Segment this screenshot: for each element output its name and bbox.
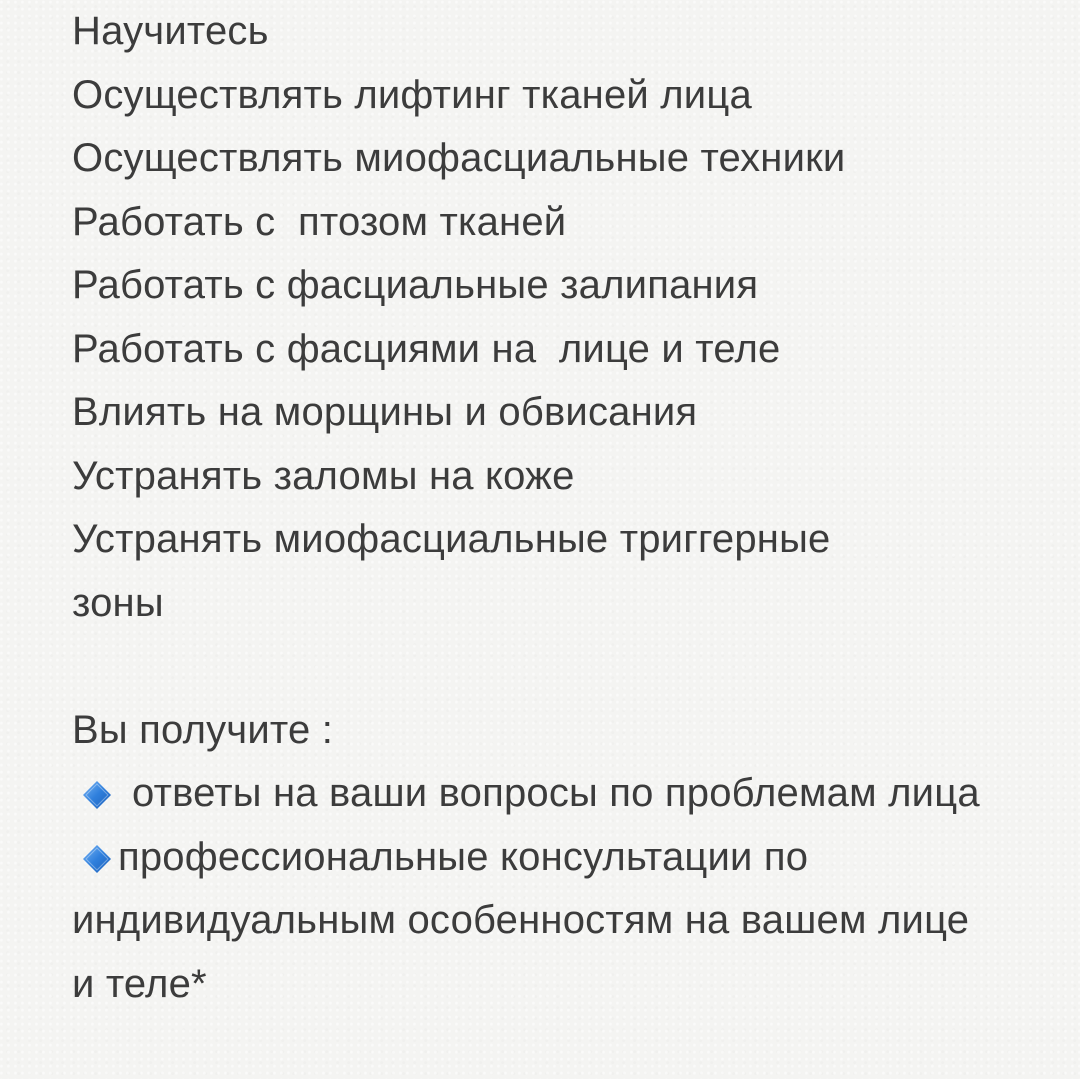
receive-heading: Вы получите : <box>72 707 334 752</box>
learn-item-text: Устранять миофасциальные триггерные зоны <box>72 517 831 625</box>
note-text <box>72 0 1062 1016</box>
learn-item: Работать с фасциями на лице и теле <box>72 326 781 371</box>
learn-item: Осуществлять лифтинг тканей лица <box>72 72 752 117</box>
learn-item: Осуществлять миофасциальные техники <box>72 136 846 180</box>
learn-item <box>72 508 922 635</box>
receive-item-text: профессиональные консультации по индивидуальным особенностям на вашем лице и теле* <box>72 834 970 1006</box>
learn-item: Влиять на морщины и обвисания <box>72 390 698 434</box>
receive-item <box>72 762 1002 826</box>
blank-line <box>72 635 1062 699</box>
blue-diamond-icon <box>82 780 112 810</box>
receive-item-text: ответы на ваши вопросы по проблемам лица <box>132 771 980 815</box>
blue-diamond-icon <box>82 844 112 874</box>
learn-item: Работать с фасциальные залипания <box>72 263 759 307</box>
learn-item: Устранять заломы на коже <box>72 453 575 498</box>
learn-heading: Научитесь <box>72 9 269 53</box>
learn-item: Работать с птозом тканей <box>72 199 567 244</box>
receive-item <box>72 826 972 1017</box>
